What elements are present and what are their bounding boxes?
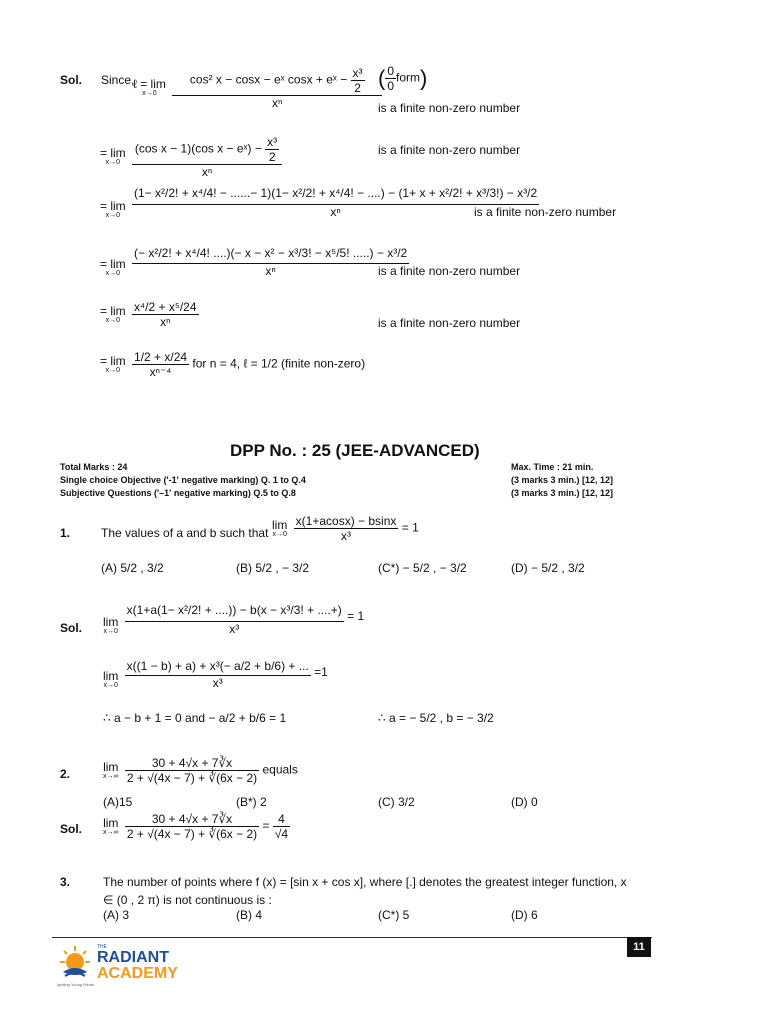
q1-option-b: (B) 5/2 , − 3/2 (236, 561, 310, 575)
q3-option-c: (C*) 5 (378, 908, 410, 922)
radiant-academy-logo (55, 940, 195, 988)
footer-divider (52, 937, 652, 938)
question-1-text: The values of a and b such that (101, 526, 269, 540)
q2-option-c: (C) 3/2 (378, 795, 415, 809)
zero-form: ( $\frac{0}{0}$ form) (378, 64, 428, 93)
limit-line-4: = lim x→0 (− x²/2! + x⁴/4! ....)(− x − x² − x³/3! − x⁵/5! .....) − x³/2 xⁿ (100, 242, 409, 278)
logo-tagline: Igniting Young Minds (57, 982, 94, 987)
max-time: Max. Time : 21 min. (511, 462, 594, 472)
q3-option-a: (A) 3 (103, 908, 130, 922)
q2-sol-label: Sol. (60, 822, 83, 836)
logo-radiant: RADIANT (97, 949, 169, 966)
single-choice-marks: (3 marks 3 min.) [12, 12] (511, 475, 614, 485)
q1-sol-line-1: lim x→0 $\frac{\text{x(1+a(1− x²/2! + ....)) − b(x − x³/3! + ....+)}}{\text{x³}}$ = 1 (103, 598, 364, 636)
q1-sol-label: Sol. (60, 621, 83, 635)
q2-sol-limit: lim x→∞ $\frac{30 + 4√x + 7∛x}{2 + √(4x - 7) + ∛(6x - 2)}$ = $\frac{4}{√4}$ (103, 812, 289, 841)
limit-line-3: = lim x→0 (1− x²/2! + x⁴/4! − ......− 1)(1− x²/2! + x⁴/4! − ....) − (1+ x + x²/2! + x³/3!) − x³/2 xⁿ (100, 180, 539, 220)
q1-sol-line-2: lim x→0 $\frac{\text{x((1 − b) + a) + x³(− a/2 + b/6) + ...}}{\text{x³}}$ =1 (103, 658, 328, 690)
subjective-info: Subjective Questions ('–1' negative marking) Q.5 to Q.8 (60, 488, 296, 498)
sol-label: Sol. (60, 73, 83, 87)
q2-option-a: (A)15 (103, 795, 133, 809)
single-choice-info: Single choice Objective ('-1' negative marking) Q. 1 to Q.4 (60, 475, 306, 485)
question-3-text-1: The number of points where f (x) = [sin x + cos x], where [.] denotes the greatest integer function, x (103, 875, 627, 889)
q1-option-c: (C*) − 5/2 , − 3/2 (378, 561, 467, 575)
q2-option-b: (B*) 2 (236, 795, 267, 809)
limit-line-1: ℓ = lim x→0 cos² x − cosx − eˣ cosx + eˣ − $\frac{\text{x³}}{2}$ xⁿ (133, 66, 382, 110)
q1-therefore-2: ∴ a = − 5/2 , b = − 3/2 (378, 711, 494, 725)
finite-text-5: is a finite non-zero number (378, 316, 521, 330)
q1-therefore-1: ∴ a − b + 1 = 0 and − a/2 + b/6 = 1 (103, 711, 287, 725)
q2-option-d: (D) 0 (511, 795, 538, 809)
sunburst-icon (60, 946, 90, 976)
limit-line-5: = lim x→0 $\frac{\text{x⁴/2 + x⁵/24}}{\text{xⁿ}}$ (100, 300, 197, 329)
subjective-marks: (3 marks 3 min.) [12, 12] (511, 488, 614, 498)
limit-line-6: = lim x→0 $\frac{1/2 + x/24}{\text{xⁿ⁻⁴}}$ for n = 4, ℓ = 1/2 (finite non-zero) (100, 350, 366, 379)
finite-text-1: is a finite non-zero number (378, 101, 521, 115)
since-text: Since, (101, 73, 135, 87)
logo-academy: ACADEMY (97, 965, 178, 982)
q3-option-d: (D) 6 (511, 908, 538, 922)
finite-text-4: is a finite non-zero number (378, 264, 521, 278)
total-marks: Total Marks : 24 (60, 462, 128, 472)
q1-option-d: (D) − 5/2 , 3/2 (511, 561, 585, 575)
question-2-limit: lim x→∞ $\frac{30 + 4√x + 7∛x}{2 + √(4x - 7) + ∛(6x - 2)}$ equals (103, 756, 298, 785)
question-2-number: 2. (60, 767, 71, 781)
question-3-text-2: ∈ (0 , 2 π) is not continuous is : (103, 893, 272, 907)
limit-line-2: = lim x→0 (cos x − 1)(cos x − eˣ) − $\frac{\text{x³}}{2}$ xⁿ (100, 135, 282, 179)
question-1-limit: lim x→0 $\frac{x(1+acosx) - bsinx}{\text{x³}}$ = 1 (272, 514, 419, 543)
finite-text-3: is a finite non-zero number (474, 205, 617, 219)
q1-option-a: (A) 5/2 , 3/2 (101, 561, 164, 575)
question-1-number: 1. (60, 526, 71, 540)
q3-option-b: (B) 4 (236, 908, 263, 922)
page-number: 11 (627, 937, 651, 957)
question-3-number: 3. (60, 875, 71, 889)
finite-text-2: is a finite non-zero number (378, 143, 521, 157)
page-title: DPP No. : 25 (JEE-ADVANCED) (230, 441, 480, 460)
logo-the: THE (97, 944, 107, 950)
